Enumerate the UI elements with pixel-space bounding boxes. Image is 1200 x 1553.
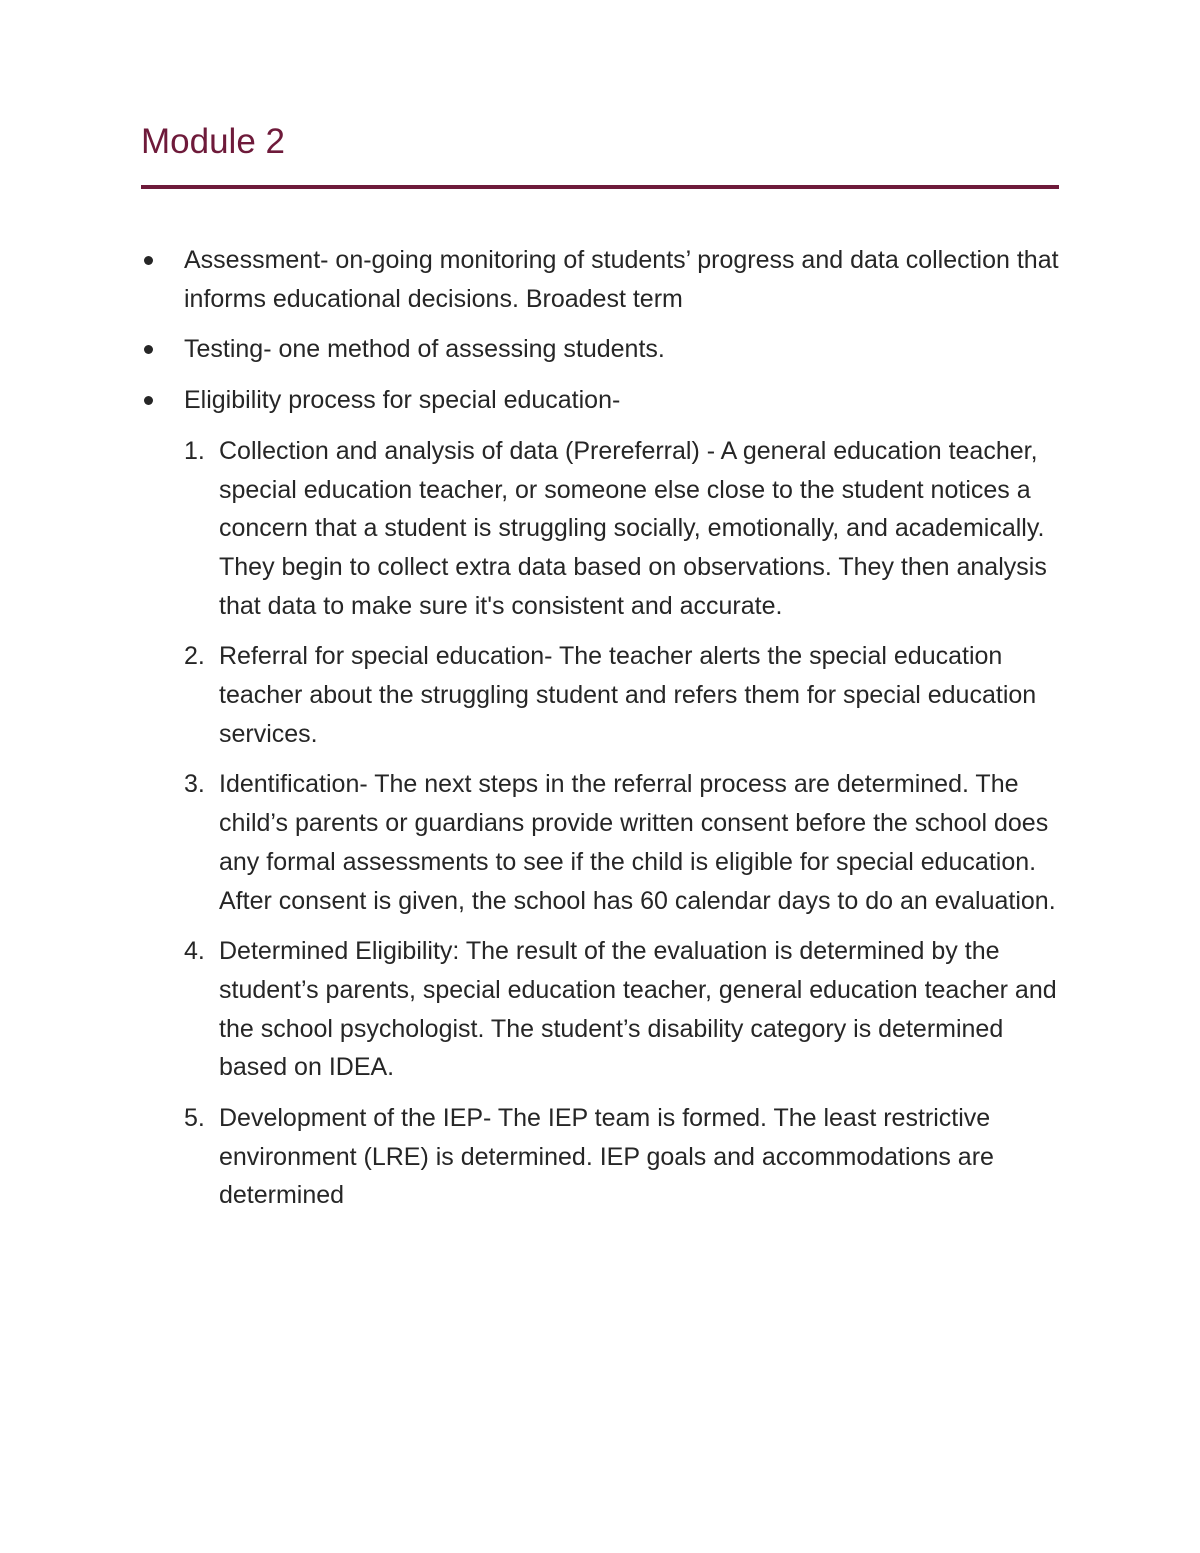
step-number: 4. <box>184 937 205 966</box>
step-item-4 <box>141 932 1059 1087</box>
step-item-2 <box>141 637 1059 753</box>
step-item-5 <box>141 1099 1059 1215</box>
bullet-item-testing <box>141 330 1059 369</box>
bullet-text: Assessment- on-going monitoring of students’ progress and data collection that informs educational decisions. Broadest term <box>184 246 1059 313</box>
document-body <box>141 241 1059 1227</box>
page-title: Module 2 <box>141 122 285 161</box>
title-divider <box>141 185 1059 189</box>
bullet-icon <box>144 256 153 265</box>
bullet-icon <box>144 345 153 354</box>
bullet-text: Testing- one method of assessing students. <box>184 335 665 364</box>
step-text: Referral for special education- The teacher alerts the special education teacher about the struggling student and refers them for special education services. <box>219 642 1037 748</box>
step-number: 3. <box>184 770 205 799</box>
bullet-item-eligibility <box>141 381 1059 420</box>
step-text: Identification- The next steps in the referral process are determined. The child’s parents or guardians provide written consent before the school does any formal assessments to see if the child is eligible for special education. After consent is given, the school has 60 calendar days to do an evaluation. <box>219 770 1056 915</box>
step-item-1 <box>141 432 1059 626</box>
eligibility-steps-list <box>141 432 1059 1215</box>
bullet-text: Eligibility process for special education- <box>184 386 621 415</box>
step-text: Collection and analysis of data (Prereferral) - A general education teacher, special education teacher, or someone else close to the student notices a concern that a student is struggling socially, emotionally, and academically. They begin to collect extra data based on observations. They then analysis that data to make sure it's consistent and accurate. <box>219 436 1047 620</box>
step-number: 1. <box>184 436 205 465</box>
bullet-icon <box>144 396 153 405</box>
step-number: 5. <box>184 1104 205 1133</box>
step-item-3 <box>141 765 1059 920</box>
bullet-item-assessment <box>141 241 1059 318</box>
step-text: Determined Eligibility: The result of the evaluation is determined by the student’s parents, special education teacher, general education teacher and the school psychologist. The student’s disability category is determined based on IDEA. <box>219 937 1057 1082</box>
step-text: Development of the IEP- The IEP team is formed. The least restrictive environment (LRE) is determined. IEP goals and accommodations are determined <box>219 1104 994 1210</box>
step-number: 2. <box>184 642 205 671</box>
